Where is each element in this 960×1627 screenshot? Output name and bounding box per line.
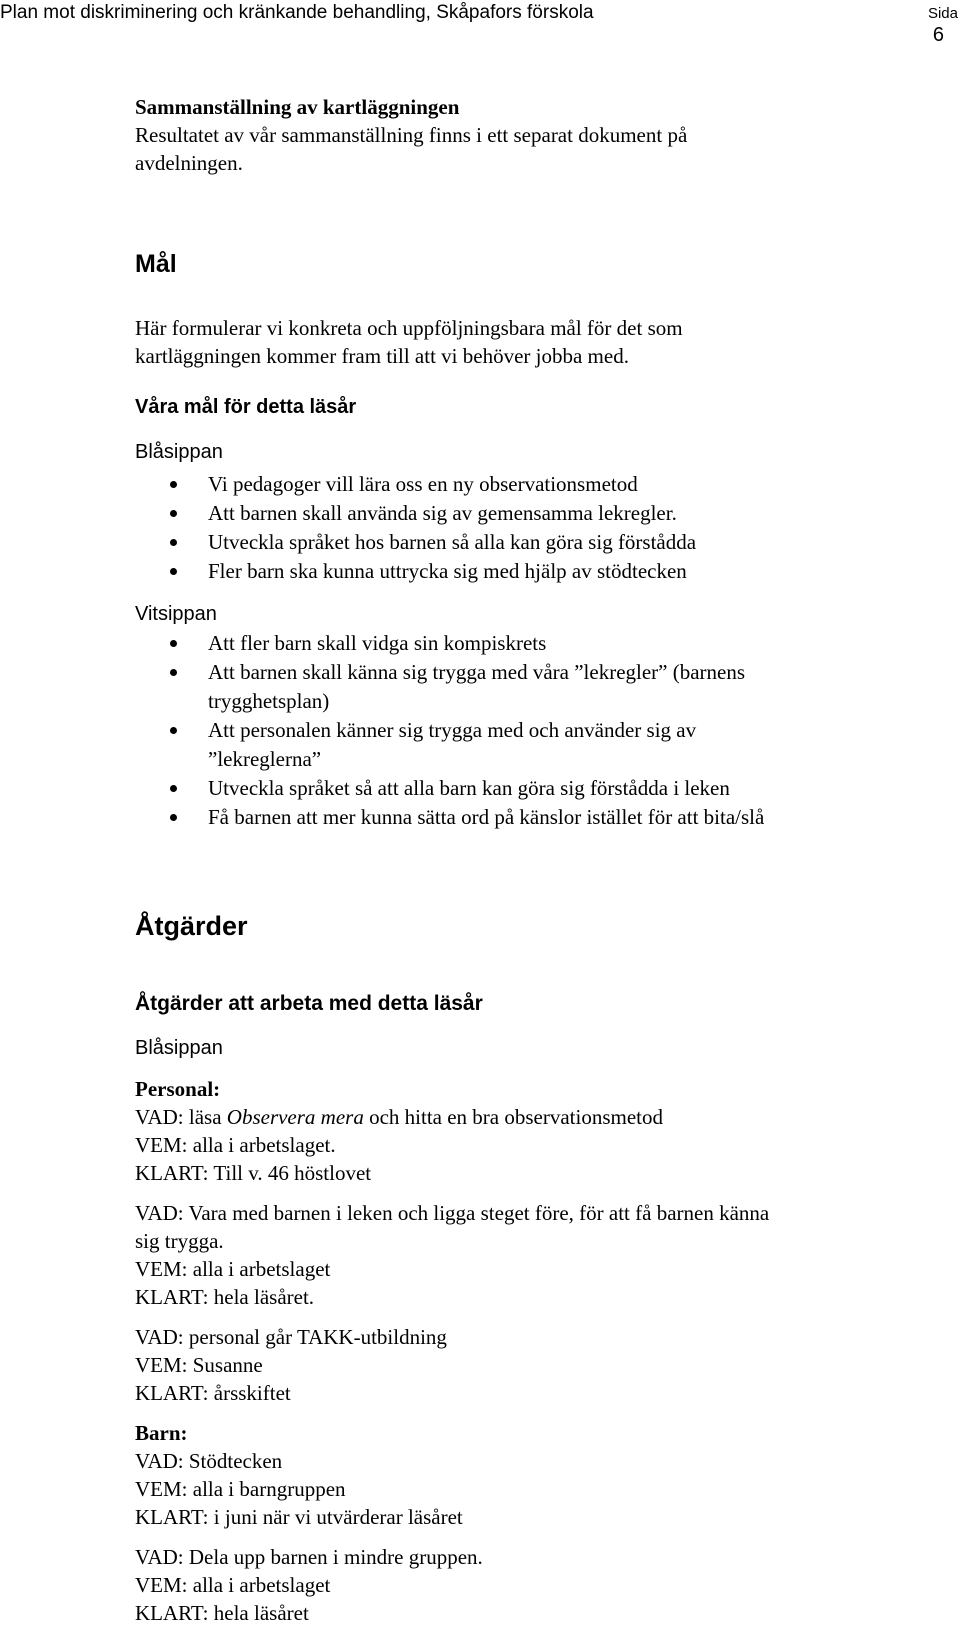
list-item: Att barnen skall känna sig trygga med våra ”lekregler” (barnens trygghetsplan)	[135, 658, 848, 716]
list-item: Att fler barn skall vidga sin kompiskrets	[135, 629, 935, 658]
sammanstallning-line-2: avdelningen.	[135, 151, 243, 175]
list-item: Utveckla språket hos barnen så alla kan göra sig förstådda	[135, 528, 935, 557]
mal-heading: Mål	[135, 250, 177, 278]
p2-vad-line-1: VAD: Vara med barnen i leken och ligga steget före, för att få barnen känna	[135, 1201, 770, 1225]
mal-line-1: Här formulerar vi konkreta och uppföljningsbara mål för det som	[135, 316, 683, 340]
blasippan-goals-list	[135, 470, 935, 586]
bullet-icon	[170, 539, 177, 546]
list-item: Att barnen skall använda sig av gemensamma lekregler.	[135, 499, 935, 528]
p3-vad: VAD: personal går TAKK-utbildning	[135, 1325, 447, 1349]
list-item: Vi pedagoger vill lära oss en ny observationsmetod	[135, 470, 935, 499]
p1-vad: VAD: läsa Observera mera och hitta en bra observationsmetod	[135, 1105, 664, 1129]
p2-vad-line-2: sig trygga.	[135, 1229, 224, 1253]
document-body	[135, 93, 935, 1627]
p1-klart: KLART: Till v. 46 höstlovet	[135, 1161, 372, 1185]
b2-vem: VEM: alla i arbetslaget	[135, 1573, 331, 1597]
mal-line-2: kartläggningen kommer fram till att vi behöver jobba med.	[135, 344, 629, 368]
vitsippan-goals-list	[135, 629, 935, 832]
b2-vad: VAD: Dela upp barnen i mindre gruppen.	[135, 1545, 483, 1569]
vitsippan-label: Vitsippan	[135, 603, 217, 625]
b2-klart: KLART: hela läsåret	[135, 1601, 309, 1625]
atgarder-subheading: Åtgärder att arbeta med detta läsår	[135, 992, 483, 1015]
page-label: Sida	[927, 5, 958, 22]
bullet-icon	[170, 785, 177, 792]
bullet-icon	[170, 568, 177, 575]
bullet-icon	[170, 814, 177, 821]
bullet-icon	[170, 640, 177, 647]
sammanstallning-heading: Sammanställning av kartläggningen	[135, 95, 460, 119]
blasippan-label: Blåsippan	[135, 441, 223, 463]
p1-vem: VEM: alla i arbetslaget.	[135, 1133, 336, 1157]
bullet-icon	[170, 669, 177, 676]
list-item: Utveckla språket så att alla barn kan göra sig förstådda i leken	[135, 774, 935, 803]
vara-mal-heading: Våra mål för detta läsår	[135, 396, 357, 418]
b1-klart: KLART: i juni när vi utvärderar läsåret	[135, 1505, 463, 1529]
b1-vad: VAD: Stödtecken	[135, 1449, 283, 1473]
bullet-icon	[170, 510, 177, 517]
barn-label: Barn:	[135, 1421, 188, 1445]
bullet-icon	[170, 727, 177, 734]
p3-vem: VEM: Susanne	[135, 1353, 263, 1377]
p3-klart: KLART: årsskiftet	[135, 1381, 291, 1405]
p2-vem: VEM: alla i arbetslaget	[135, 1257, 331, 1281]
personal-label: Personal:	[135, 1077, 221, 1101]
atgarder-group-label: Blåsippan	[135, 1037, 223, 1059]
list-item: Fler barn ska kunna uttrycka sig med hjälp av stödtecken	[135, 557, 935, 586]
p2-klart: KLART: hela läsåret.	[135, 1285, 315, 1309]
bullet-icon	[170, 481, 177, 488]
list-item: Få barnen att mer kunna sätta ord på känslor istället för att bita/slå	[135, 803, 935, 832]
page-number: 6	[932, 24, 944, 46]
list-item: Att personalen känner sig trygga med och använder sig av ”lekreglerna”	[135, 716, 778, 774]
sammanstallning-line-1: Resultatet av vår sammanställning finns i ett separat dokument på	[135, 123, 688, 147]
b1-vem: VEM: alla i barngruppen	[135, 1477, 346, 1501]
header-title: Plan mot diskriminering och kränkande behandling, Skåpafors förskola	[0, 2, 594, 23]
atgarder-heading: Åtgärder	[135, 911, 248, 941]
